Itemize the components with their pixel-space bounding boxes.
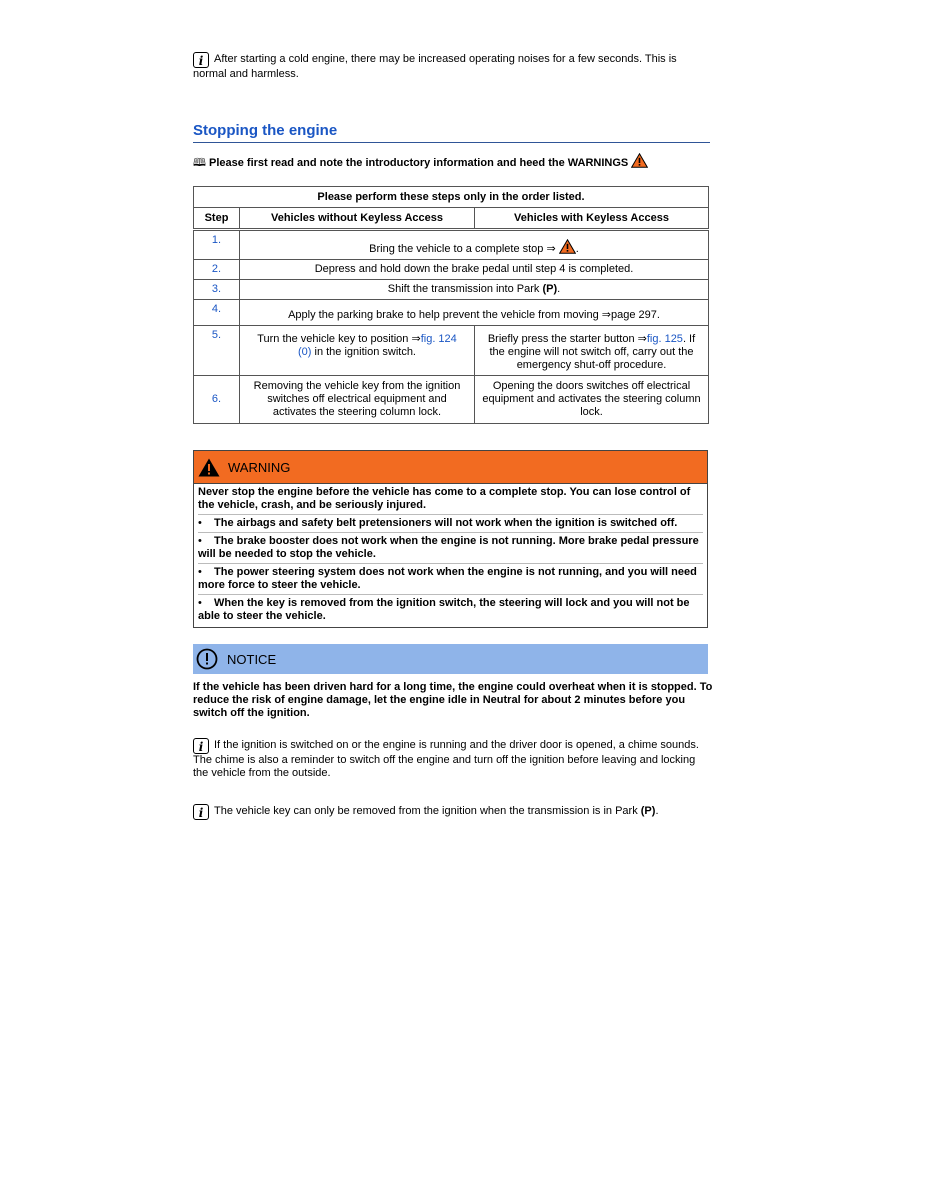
info-icon: i <box>193 52 209 68</box>
table-row <box>194 260 709 280</box>
note-text-post: . <box>655 805 659 817</box>
table-caption: Please perform these steps only in the order listed. <box>194 187 709 208</box>
warning-item <box>198 563 703 592</box>
note-text: If the ignition is switched on or the engine is running and the driver door is opened, a chime sounds. The chime is also a reminder to switch off the engine and turn off the ignition before leaving and locking the vehicle from the outside. <box>193 739 699 779</box>
column-header-step: Step <box>194 208 240 230</box>
info-note-cold-engine <box>193 52 713 81</box>
warning-item <box>198 532 703 561</box>
table-row <box>194 280 709 300</box>
step-text-post: . If the engine will not switch off, carry out the emergency shut-off procedure. <box>489 333 696 371</box>
warning-triangle-icon[interactable] <box>559 239 576 254</box>
notice-header <box>193 644 708 674</box>
step-text-content: Bring the vehicle to a complete stop ⇒ <box>369 243 556 255</box>
park-label: (P) <box>542 283 558 295</box>
step-number: 5. <box>194 326 240 376</box>
step-text: Depress and hold down the brake pedal until step 4 is completed. <box>240 260 709 280</box>
step-number: 4. <box>194 300 240 326</box>
book-icon: 🕮 <box>193 157 206 169</box>
step-text: Apply the parking brake to help prevent the vehicle from moving ⇒page 297. <box>240 300 709 326</box>
step-number: 3. <box>194 280 240 300</box>
position-0-link[interactable]: (0) <box>297 346 312 358</box>
info-note-key-removal <box>193 804 713 820</box>
step-text-without-keyless: Removing the vehicle key from the ignition switches off electrical equipment and activates the steering column lock. <box>240 376 475 424</box>
column-header-without-keyless: Vehicles without Keyless Access <box>240 208 475 230</box>
info-icon: i <box>193 738 209 754</box>
step-text-pre: Briefly press the starter button ⇒ <box>487 333 647 345</box>
read-first-line <box>193 153 648 170</box>
warning-triangle-icon <box>198 458 220 477</box>
bullet-icon: • <box>198 535 202 547</box>
bullet-icon: • <box>198 517 202 529</box>
step-text <box>240 280 709 300</box>
step-text-post: . <box>557 283 561 295</box>
step-text-pre: Shift the transmission into Park <box>387 283 543 295</box>
step-text-with-keyless <box>475 326 709 376</box>
table-row <box>194 376 709 424</box>
read-first-text: Please first read and note the introductory information and heed the WARNINGS <box>208 157 629 169</box>
bullet-icon: • <box>198 566 202 578</box>
notice-title: NOTICE <box>227 651 277 667</box>
notice-body: If the vehicle has been driven hard for a long time, the engine could overheat when it is stopped. To reduce the risk of engine damage, let the engine idle in Neutral for about 2 minutes before you switch off the ignition. <box>193 681 713 719</box>
step-text-without-keyless <box>240 326 475 376</box>
warning-item-text: The power steering system does not work when the engine is not running, and you will need more force to steer the vehicle. <box>198 566 697 591</box>
warning-item-text: When the key is removed from the ignition switch, the steering will lock and you will not be able to steer the vehicle. <box>198 597 690 622</box>
warning-item <box>198 514 703 530</box>
step-text: Bring the vehicle to a complete stop ⇒ . <box>240 230 709 260</box>
warning-triangle-icon <box>631 153 648 168</box>
table-row <box>194 300 709 326</box>
note-text-pre: The vehicle key can only be removed from the ignition when the transmission is in Park <box>214 805 641 817</box>
steps-table <box>193 186 709 424</box>
table-row <box>194 230 709 260</box>
fig-124-link[interactable]: fig. 124 <box>420 333 457 345</box>
table-row <box>194 326 709 376</box>
warning-body <box>194 484 707 627</box>
step-text-post: in the ignition switch. <box>311 346 416 358</box>
warning-header <box>194 451 707 484</box>
step-number: 2. <box>194 260 240 280</box>
warning-item-text: The brake booster does not work when the engine is not running. More brake pedal pressure will be needed to stop the vehicle. <box>198 535 699 560</box>
step-number: 6. <box>194 376 240 424</box>
park-label: (P) <box>640 805 656 817</box>
column-header-with-keyless: Vehicles with Keyless Access <box>475 208 709 230</box>
note-text: After starting a cold engine, there may be increased operating noises for a few seconds. This is normal and harmless. <box>193 53 677 80</box>
warning-title: WARNING <box>228 459 291 475</box>
section-title: Stopping the engine <box>193 122 710 143</box>
step-text-with-keyless: Opening the doors switches off electrical equipment and activates the steering column lock. <box>475 376 709 424</box>
warning-box <box>193 450 708 628</box>
info-note-chime <box>193 738 713 780</box>
warning-item-text: The airbags and safety belt pretensioners will not work when the ignition is switched off. <box>214 517 678 529</box>
fig-125-link[interactable]: fig. 125 <box>646 333 683 345</box>
step-text-pre: Turn the vehicle key to position ⇒ <box>257 333 421 345</box>
exclamation-circle-icon <box>196 648 218 670</box>
step-number: 1. <box>194 230 240 260</box>
warning-intro: Never stop the engine before the vehicle has come to a complete stop. You can lose control of the vehicle, crash, and be seriously injured. <box>198 486 691 511</box>
info-icon: i <box>193 804 209 820</box>
bullet-icon: • <box>198 597 202 609</box>
warning-item <box>198 594 703 623</box>
